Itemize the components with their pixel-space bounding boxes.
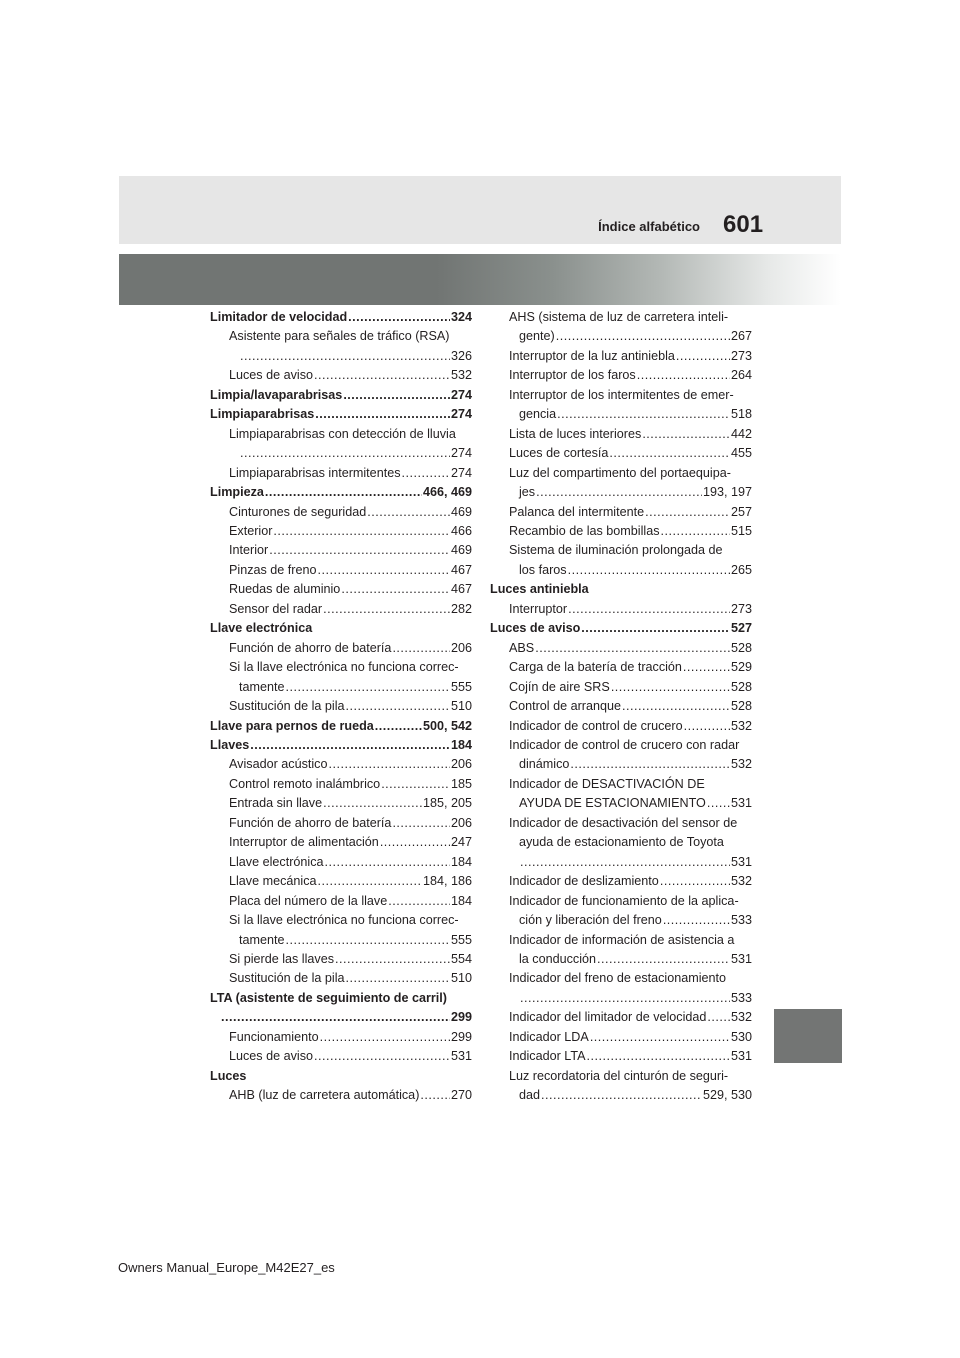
dot-leader: [590, 1028, 730, 1047]
dot-leader: [221, 1008, 450, 1027]
entry-page-ref[interactable]: 529, 530: [702, 1088, 752, 1103]
index-entry: [210, 619, 472, 638]
entry-page-ref[interactable]: 184: [450, 893, 472, 908]
entry-page-ref[interactable]: 469: [450, 504, 472, 519]
dot-leader: [684, 717, 730, 736]
index-entry: [210, 911, 472, 930]
index-entry: [210, 853, 472, 872]
index-entry: [490, 639, 752, 658]
entry-page-ref[interactable]: 500, 542: [422, 718, 472, 733]
index-entry: [210, 833, 472, 852]
index-entry: [210, 600, 472, 619]
entry-term: Luces de cortesía: [509, 446, 609, 461]
dot-leader: [568, 561, 730, 580]
entry-term: Luces antiniebla: [490, 582, 589, 597]
entry-term: Palanca del intermitente: [509, 504, 645, 519]
index-entry: [490, 736, 752, 755]
index-entry: [210, 308, 472, 327]
dot-leader: [660, 872, 730, 891]
entry-term: Limpiaparabrisas intermitentes: [229, 465, 401, 480]
entry-page-ref[interactable]: 206: [450, 757, 472, 772]
index-entry: [490, 347, 752, 366]
entry-term: AHS (sistema de luz de carretera inteli-: [509, 310, 729, 324]
entry-page-ref[interactable]: 531: [730, 1049, 752, 1064]
dot-leader: [587, 1047, 730, 1066]
entry-term: Llave mecánica: [229, 874, 317, 889]
entry-page-ref[interactable]: 532: [730, 874, 752, 889]
entry-term: Exterior: [229, 523, 273, 538]
entry-term: Limpia/lavaparabrisas: [210, 387, 343, 402]
chapter-tab[interactable]: [774, 1009, 842, 1063]
index-entry: [210, 464, 472, 483]
entry-page-ref[interactable]: 528: [730, 679, 752, 694]
entry-page-ref[interactable]: 531: [450, 1049, 472, 1064]
entry-term: Indicador del limitador de velocidad: [509, 1010, 707, 1025]
entry-term: Interruptor de los faros: [509, 368, 636, 383]
entry-page-ref[interactable]: 533: [730, 990, 752, 1005]
entry-term: la conducción: [519, 951, 597, 966]
index-entry: [210, 386, 472, 405]
index-entry: [490, 678, 752, 697]
entry-term: jes: [519, 485, 536, 500]
index-entry: [490, 386, 752, 405]
entry-term: Llave electrónica: [229, 854, 324, 869]
dot-leader: [320, 1028, 450, 1047]
dot-leader: [707, 794, 730, 813]
index-entry: [490, 658, 752, 677]
dot-leader: [341, 580, 450, 599]
entry-term: Funcionamiento: [229, 1029, 319, 1044]
entry-term: Si pierde las llaves: [229, 951, 334, 966]
entry-term: dinámico: [519, 757, 570, 772]
entry-page-ref[interactable]: 265: [730, 562, 752, 577]
index-entry: [210, 678, 472, 697]
entry-page-ref[interactable]: 324: [450, 310, 472, 324]
dot-leader: [318, 561, 450, 580]
index-entry: [210, 541, 472, 560]
entry-term: Luces de aviso: [229, 1049, 314, 1064]
dot-leader: [676, 347, 730, 366]
dot-leader: [265, 483, 422, 502]
dot-leader: [597, 950, 730, 969]
entry-term: Interruptor: [509, 601, 568, 616]
index-entry: [490, 444, 752, 463]
index-entry: [210, 717, 472, 736]
entry-term: Interruptor de los intermitentes de emer-: [509, 387, 734, 402]
index-entry: [210, 522, 472, 541]
entry-term: ayuda de estacionamiento de Toyota: [519, 835, 724, 850]
dot-leader: [536, 483, 702, 502]
entry-page-ref[interactable]: 206: [450, 815, 472, 830]
entry-term: Sistema de iluminación prolongada de: [509, 543, 723, 558]
index-entry: [210, 366, 472, 385]
index-entry: [490, 483, 752, 502]
entry-term: Indicador de desactivación del sensor de: [509, 815, 738, 830]
index-entry: [490, 1047, 752, 1066]
entry-term: Luces de aviso: [490, 621, 581, 636]
dot-leader: [323, 600, 450, 619]
index-entry: [490, 600, 752, 619]
entry-page-ref[interactable]: 528: [730, 640, 752, 655]
entry-term: Si la llave electrónica no funciona correc-: [229, 660, 459, 675]
entry-page-ref[interactable]: 267: [730, 329, 752, 344]
index-entry: [210, 872, 472, 891]
entry-page-ref[interactable]: 274: [450, 387, 472, 402]
index-entry: [490, 464, 752, 483]
entry-term: AYUDA DE ESTACIONAMIENTO: [519, 796, 706, 811]
index-entry: [490, 814, 752, 833]
entry-term: tamente: [239, 679, 285, 694]
entry-page-ref[interactable]: 273: [730, 601, 752, 616]
entry-term: Limpiaparabrisas: [210, 407, 315, 422]
dot-leader: [273, 522, 450, 541]
index-entry: [490, 619, 752, 638]
entry-page-ref[interactable]: 530: [730, 1029, 752, 1044]
entry-term: AHB (luz de carretera automática): [229, 1088, 420, 1103]
index-entry: [210, 794, 472, 813]
gradient-banner: [119, 254, 841, 305]
dot-leader: [420, 1086, 450, 1105]
entry-term: Indicador del freno de estacionamiento: [509, 971, 727, 986]
entry-page-ref[interactable]: 467: [450, 582, 472, 597]
index-entry: [490, 580, 752, 599]
index-entry: [210, 1067, 472, 1086]
dot-leader: [286, 931, 450, 950]
entry-term: LTA (asistente de seguimiento de carril): [210, 990, 447, 1005]
entry-term: Llaves: [210, 737, 250, 752]
index-entry: [490, 522, 752, 541]
index-entry: [490, 425, 752, 444]
index-entry: [210, 347, 472, 366]
dot-leader: [314, 366, 450, 385]
dot-leader: [343, 386, 450, 405]
index-entry: [490, 853, 752, 872]
entry-term: Indicador LTA: [509, 1049, 586, 1064]
index-entry: [490, 775, 752, 794]
entry-term: Llave para pernos de rueda: [210, 718, 374, 733]
entry-term: Indicador de DESACTIVACIÓN DE: [509, 776, 705, 791]
entry-term: Indicador LDA: [509, 1029, 589, 1044]
entry-page-ref[interactable]: 515: [730, 523, 752, 538]
index-entry: [210, 561, 472, 580]
index-entry: [490, 561, 752, 580]
index-entry: [210, 892, 472, 911]
index-entry: [210, 580, 472, 599]
entry-page-ref[interactable]: 257: [730, 504, 752, 519]
entry-page-ref[interactable]: 185, 205: [422, 796, 472, 811]
index-entry: [210, 950, 472, 969]
entry-term: Asistente para señales de tráfico (RSA): [229, 329, 450, 344]
entry-page-ref[interactable]: 554: [450, 951, 472, 966]
entry-term: Interruptor de la luz antiniebla: [509, 348, 675, 363]
index-entry: [490, 1086, 752, 1105]
dot-leader: [570, 755, 730, 774]
page-number: 601: [723, 211, 764, 238]
entry-page-ref[interactable]: 532: [450, 368, 472, 383]
index-entry: [490, 1067, 752, 1086]
dot-leader: [622, 697, 730, 716]
index-entry: [210, 989, 472, 1008]
index-entry: [490, 989, 752, 1008]
entry-term: Indicador de funcionamiento de la aplica-: [509, 893, 739, 908]
entry-term: Entrada sin llave: [229, 796, 323, 811]
entry-page-ref[interactable]: 518: [730, 407, 752, 422]
dot-leader: [250, 736, 450, 755]
entry-page-ref[interactable]: 270: [450, 1088, 472, 1103]
entry-page-ref[interactable]: 274: [450, 407, 472, 422]
entry-page-ref[interactable]: 531: [730, 796, 752, 811]
index-entry: [490, 1028, 752, 1047]
index-entry: [490, 755, 752, 774]
entry-page-ref[interactable]: 184: [450, 737, 472, 752]
dot-leader: [323, 794, 422, 813]
dot-leader: [661, 522, 730, 541]
dot-leader: [240, 444, 450, 463]
index-entry: [210, 1047, 472, 1066]
index-entry: [210, 503, 472, 522]
index-entry: [210, 425, 472, 444]
index-entry: [490, 366, 752, 385]
entry-term: Carga de la batería de tracción: [509, 660, 682, 675]
dot-leader: [375, 717, 422, 736]
dot-leader: [388, 892, 450, 911]
entry-page-ref[interactable]: 184: [450, 854, 472, 869]
entry-term: Interior: [229, 543, 269, 558]
entry-page-ref[interactable]: 467: [450, 562, 472, 577]
entry-page-ref[interactable]: 274: [450, 446, 472, 461]
entry-page-ref[interactable]: 555: [450, 932, 472, 947]
entry-term: Pinzas de freno: [229, 562, 317, 577]
entry-term: Sustitución de la pila: [229, 971, 345, 986]
entry-term: Luz recordatoria del cinturón de seguri-: [509, 1068, 729, 1083]
entry-term: Luces de aviso: [229, 368, 314, 383]
index-entry: [210, 775, 472, 794]
dot-leader: [381, 775, 450, 794]
entry-page-ref[interactable]: 326: [450, 348, 472, 363]
entry-term: Indicador de información de asistencia a: [509, 932, 735, 947]
dot-leader: [314, 1047, 450, 1066]
entry-term: Cinturones de seguridad: [229, 504, 367, 519]
entry-page-ref[interactable]: 529: [730, 660, 752, 675]
entry-term: Control de arranque: [509, 699, 622, 714]
index-entry: [210, 1008, 472, 1027]
entry-page-ref[interactable]: 206: [450, 640, 472, 655]
entry-term: Indicador de deslizamiento: [509, 874, 659, 889]
entry-page-ref[interactable]: 299: [450, 1010, 472, 1025]
index-entry: [490, 1008, 752, 1027]
index-entry: [490, 950, 752, 969]
dot-leader: [642, 425, 730, 444]
dot-leader: [637, 366, 730, 385]
entry-term: Ruedas de aluminio: [229, 582, 341, 597]
index-entry: [210, 327, 472, 346]
index-entry: [490, 717, 752, 736]
entry-term: Lista de luces interiores: [509, 426, 642, 441]
dot-leader: [380, 833, 450, 852]
entry-term: Recambio de las bombillas: [509, 523, 660, 538]
index-entry: [490, 541, 752, 560]
dot-leader: [348, 308, 450, 327]
dot-leader: [683, 658, 730, 677]
entry-term: Llave electrónica: [210, 621, 313, 636]
entry-page-ref[interactable]: 527: [730, 621, 752, 636]
index-entry: [490, 308, 752, 327]
entry-term: Placa del número de la llave: [229, 893, 388, 908]
entry-term: Luz del compartimento del portaequipa-: [509, 465, 731, 480]
index-entry: [490, 327, 752, 346]
entry-page-ref[interactable]: 532: [730, 757, 752, 772]
entry-page-ref[interactable]: 185: [450, 776, 472, 791]
index-entry: [490, 892, 752, 911]
entry-term: dad: [519, 1088, 541, 1103]
dot-leader: [286, 678, 450, 697]
index-entry: [210, 405, 472, 424]
entry-page-ref[interactable]: 274: [450, 465, 472, 480]
index-entry: [490, 931, 752, 950]
entry-page-ref[interactable]: 532: [730, 1010, 752, 1025]
entry-term: Cojín de aire SRS: [509, 679, 610, 694]
dot-leader: [346, 697, 450, 716]
dot-leader: [535, 639, 730, 658]
entry-page-ref[interactable]: 528: [730, 699, 752, 714]
entry-page-ref[interactable]: 510: [450, 971, 472, 986]
dot-leader: [520, 989, 730, 1008]
dot-leader: [556, 327, 730, 346]
index-entry: [210, 1086, 472, 1105]
entry-page-ref[interactable]: 264: [730, 368, 752, 383]
index-column-right: [490, 308, 752, 1106]
entry-term: Función de ahorro de batería: [229, 815, 392, 830]
dot-leader: [328, 755, 450, 774]
index-entry: [210, 444, 472, 463]
dot-leader: [541, 1086, 702, 1105]
entry-term: Si la llave electrónica no funciona correc-: [229, 913, 459, 928]
dot-leader: [520, 853, 730, 872]
entry-page-ref[interactable]: 282: [450, 601, 472, 616]
dot-leader: [325, 853, 450, 872]
entry-page-ref[interactable]: 531: [730, 951, 752, 966]
entry-page-ref[interactable]: 193, 197: [702, 485, 752, 500]
dot-leader: [335, 950, 450, 969]
dot-leader: [663, 911, 730, 930]
index-entry: [490, 503, 752, 522]
index-entry: [210, 483, 472, 502]
dot-leader: [707, 1008, 730, 1027]
entry-page-ref[interactable]: 531: [730, 854, 752, 869]
entry-term: Luces: [210, 1068, 247, 1083]
dot-leader: [402, 464, 450, 483]
entry-term: Limpieza: [210, 485, 264, 500]
entry-term: Control remoto inalámbrico: [229, 776, 381, 791]
entry-page-ref[interactable]: 299: [450, 1029, 472, 1044]
index-column-left: [210, 308, 472, 1106]
entry-page-ref[interactable]: 247: [450, 835, 472, 850]
section-title: Índice alfabético: [598, 219, 700, 234]
index-entry: [490, 405, 752, 424]
index-entry: [490, 833, 752, 852]
dot-leader: [568, 600, 730, 619]
entry-page-ref[interactable]: 184, 186: [422, 874, 472, 889]
entry-page-ref[interactable]: 555: [450, 679, 472, 694]
entry-term: Avisador acústico: [229, 757, 328, 772]
entry-page-ref[interactable]: 466: [450, 523, 472, 538]
footer-doc-id: Owners Manual_Europe_M42E27_es: [118, 1260, 335, 1275]
entry-term: gente): [519, 329, 555, 344]
dot-leader: [318, 872, 422, 891]
entry-term: Limpiaparabrisas con detección de lluvia: [229, 426, 456, 441]
index-entry: [490, 969, 752, 988]
index-entry: [210, 969, 472, 988]
entry-term: Indicador de control de crucero: [509, 718, 683, 733]
index-entry: [210, 658, 472, 677]
dot-leader: [367, 503, 450, 522]
index-entry: [210, 639, 472, 658]
index-entry: [490, 872, 752, 891]
dot-leader: [557, 405, 730, 424]
index-entry: [490, 697, 752, 716]
dot-leader: [611, 678, 730, 697]
entry-page-ref[interactable]: 469: [450, 543, 472, 558]
entry-term: los faros: [519, 562, 567, 577]
entry-page-ref[interactable]: 455: [730, 446, 752, 461]
dot-leader: [269, 541, 450, 560]
entry-term: ABS: [509, 640, 535, 655]
entry-term: Indicador de control de crucero con radar: [509, 737, 740, 752]
entry-term: Sensor del radar: [229, 601, 323, 616]
index-entry: [210, 736, 472, 755]
entry-term: Limitador de velocidad: [210, 310, 348, 324]
entry-term: ción y liberación del freno: [519, 913, 662, 928]
dot-leader: [240, 347, 450, 366]
dot-leader: [315, 405, 450, 424]
index-entry: [490, 911, 752, 930]
entry-term: Interruptor de alimentación: [229, 835, 379, 850]
entry-page-ref[interactable]: 510: [450, 699, 472, 714]
entry-term: Sustitución de la pila: [229, 699, 345, 714]
index-entry: [210, 814, 472, 833]
entry-term: tamente: [239, 932, 285, 947]
index-entry: [490, 794, 752, 813]
dot-leader: [581, 619, 730, 638]
index-entry: [210, 1028, 472, 1047]
entry-page-ref[interactable]: 533: [730, 913, 752, 928]
dot-leader: [392, 814, 450, 833]
entry-term: gencia: [519, 407, 557, 422]
dot-leader: [609, 444, 730, 463]
entry-page-ref[interactable]: 532: [730, 718, 752, 733]
index-entry: [210, 931, 472, 950]
entry-page-ref[interactable]: 273: [730, 348, 752, 363]
index-entry: [210, 755, 472, 774]
index-entry: [210, 697, 472, 716]
dot-leader: [645, 503, 730, 522]
dot-leader: [392, 639, 450, 658]
dot-leader: [346, 969, 450, 988]
entry-term: Función de ahorro de batería: [229, 640, 392, 655]
entry-page-ref[interactable]: 442: [730, 426, 752, 441]
entry-page-ref[interactable]: 466, 469: [422, 485, 472, 500]
